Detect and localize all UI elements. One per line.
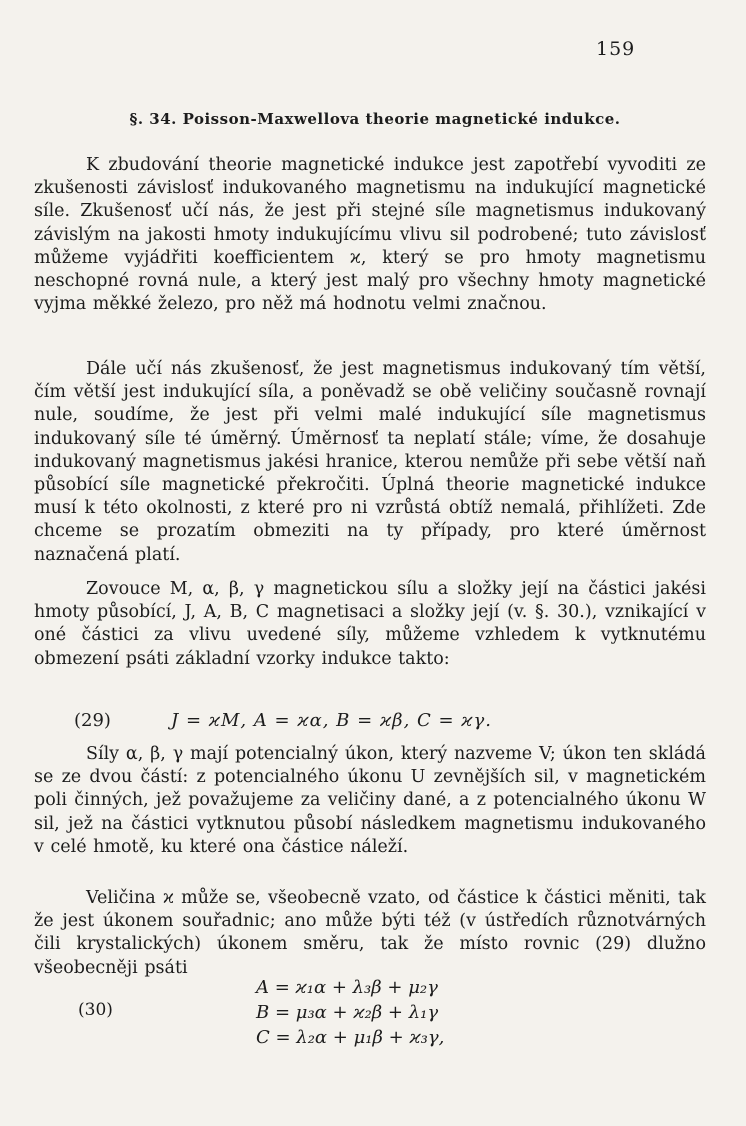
- equation-30-line-2: B = μ₃α + ϰ₂β + λ₁γ: [256, 1002, 439, 1023]
- page-number: 159: [596, 38, 636, 60]
- paragraph-3-text: Zovouce M, α, β, γ magnetickou sílu a složky její na částici jakési hmoty působící, J, A, B, C magnetisaci a složky její (v. §. 30.), vznikající v oné částici za vlivu uvedené síly, můžeme vzhledem k vytknutému obmezení psáti základní vzorky indukce takto:: [34, 579, 706, 669]
- equation-30-line-1: A = ϰ₁α + λ₃β + μ₂γ: [256, 977, 438, 998]
- equation-30-label: (30): [78, 1000, 113, 1020]
- equation-29-body: J = ϰM, A = ϰα, B = ϰβ, C = ϰγ.: [171, 710, 493, 731]
- paragraph-3: [34, 578, 706, 671]
- paragraph-4-text: Síly α, β, γ mají potencialný úkon, který nazveme V; úkon ten skládá se ze dvou částí: z potencialného úkonu U zevnějších sil, v magnetickém poli činných, jež považujeme za veličiny dané, a z potencialného úkonu W sil, jež na částici vytknutou působí následkem magnetismu indukovaného v celé hmotě, ku které ona částice náleží.: [34, 744, 706, 857]
- equation-30-line-3: C = λ₂α + μ₁β + ϰ₃γ,: [256, 1027, 445, 1048]
- paragraph-1-text: K zbudování theorie magnetické indukce jest zapotřebí vyvoditi ze zkušenosti závislosť indukovaného magnetismu na indukující magnetické síle. Zkušenosť učí nás, že jest při stejné síle magnetismus indukovaný závislým na jakosti hmoty indukujícímu vlivu sil podrobené; tuto závislosť můžeme vyjádřiti koefficientem ϰ, který se pro hmoty magnetismu neschopné rovná nule, a který jest malý pro všechny hmoty magnetické vyjma měkké železo, pro něž má hodnotu velmi značnou.: [34, 155, 706, 315]
- paragraph-5: [34, 887, 706, 980]
- paragraph-4: [34, 743, 706, 859]
- equation-30: [256, 975, 516, 1050]
- equation-29-label: (29): [74, 710, 111, 731]
- section-title: §. 34. Poisson-Maxwellova theorie magnetické indukce.: [129, 110, 621, 128]
- paragraph-2: [34, 358, 706, 567]
- equation-29: [74, 710, 714, 734]
- paragraph-2-text: Dále učí nás zkušenosť, že jest magnetismus indukovaný tím větší, čím větší jest indukující síla, a poněvadž se obě veličiny současně rovnají nule, soudíme, že jest při velmi malé indukující síle magnetismus indukovaný síle té úměrný. Úměrnosť ta neplatí stále; víme, že dosahuje indukovaný magnetismus jakési hranice, kterou nemůže při sebe větší naň působící síle magnetické překročiti. Úplná theorie magnetické indukce musí k této okolnosti, z které pro ni vzrůstá obtíž nemalá, přihlížeti. Zde chceme se prozatím obmeziti na ty případy, pro které úměrnost naznačená platí.: [34, 359, 706, 565]
- paragraph-1: [34, 154, 706, 316]
- paragraph-5-text: Veličina ϰ může se, všeobecně vzato, od částice k částici měniti, tak že jest úkonem souřadnic; ano může býti též (v ústředích různotvárných čili krystalických) úkonem směru, tak že místo rovnic (29) dlužno všeobecněji psáti: [34, 888, 706, 978]
